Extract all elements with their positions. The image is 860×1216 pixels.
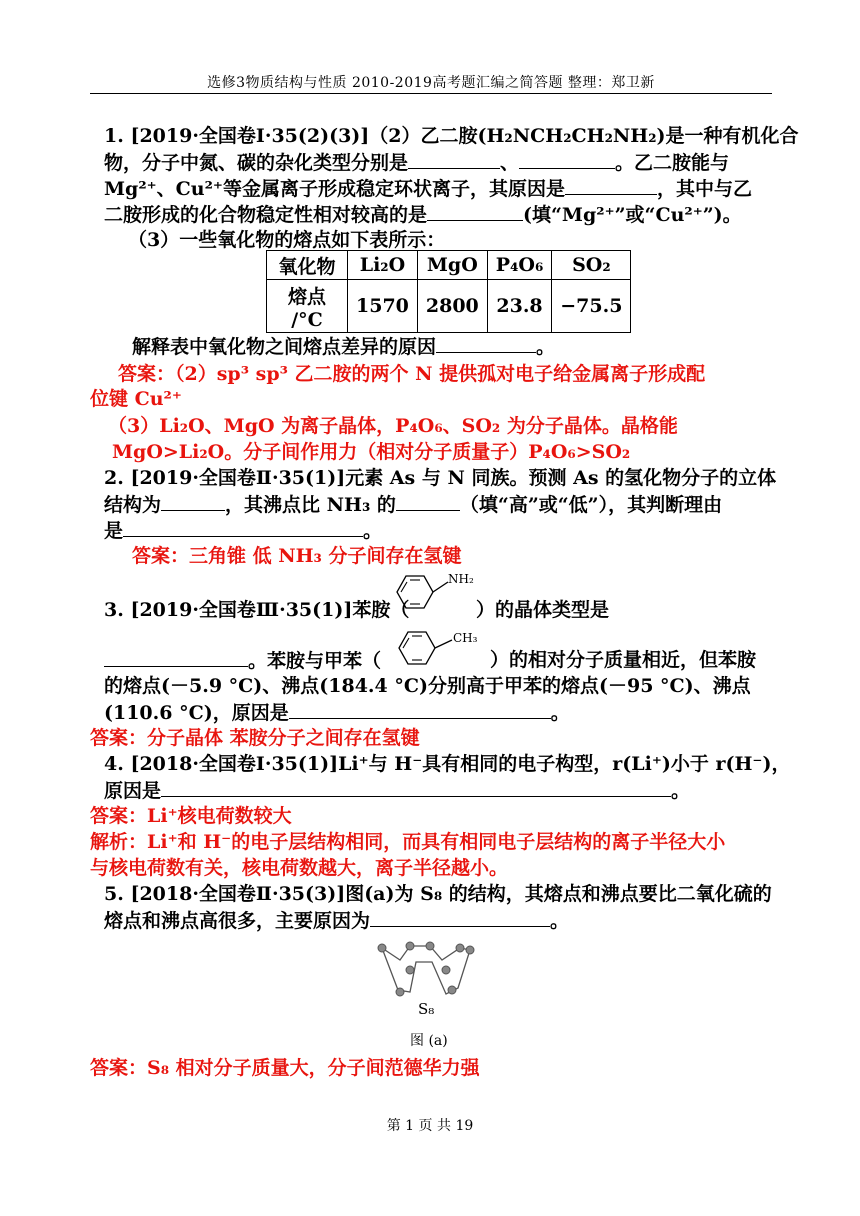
table-row <box>267 280 631 333</box>
q3-line-2: 。苯胺与甲苯（ <box>104 648 381 673</box>
q3-line-1b: ）的晶体类型是 <box>476 599 610 621</box>
q1-answer-line-3: （3）Li₂O、MgO 为离子晶体，P₄O₆、SO₂ 为分子晶体。晶格能 <box>108 415 678 437</box>
q4-line-1: 4. [2018·全国卷Ⅰ·35(1)]Li⁺与 H⁻具有相同的电子构型，r(Li⁺)小于 r(H⁻)， <box>104 753 791 775</box>
q2-line-3: 是 。 <box>104 520 383 542</box>
ch3-label: CH₃ <box>453 631 478 645</box>
table-header-row <box>267 251 631 280</box>
q2-line-2: 结构为 ，其沸点比 NH₃ 的 （填“高”或“低”），其判断理由 <box>104 494 723 516</box>
answer-blank <box>396 492 460 511</box>
table-cell: MgO <box>417 251 487 280</box>
table-cell: SO₂ <box>552 251 631 280</box>
q1-line-5: （3）一些氧化物的熔点如下表所示： <box>128 229 446 251</box>
table-cell: 23.8 <box>487 280 551 333</box>
q3-line-3: 的熔点(－5.9 °C)、沸点(184.4 °C)分别高于甲苯的熔点(－95 °C)、沸点 <box>104 675 751 697</box>
q2-line-1: 2. [2019·全国卷Ⅱ·35(1)]元素 As 与 N 同族。预测 As 的氢化物分子的立体 <box>104 467 777 489</box>
q5-line-2: 熔点和沸点高很多，主要原因为 。 <box>104 910 570 932</box>
q3-line-4: (110.6 °C)，原因是 。 <box>104 702 570 724</box>
answer-blank <box>161 492 225 511</box>
answer-blank <box>408 150 500 169</box>
q1-line-4: 二胺形成的化合物稳定性相对较高的是 (填“Mg²⁺”或“Cu²⁺”)。 <box>104 204 742 226</box>
q4-analysis-line-2: 与核电荷数有关，核电荷数越大，离子半径越小。 <box>90 857 509 879</box>
answer-blank <box>161 778 671 797</box>
answer-blank <box>289 700 551 719</box>
q1-answer-line-2: 位键 Cu²⁺ <box>90 388 182 410</box>
answer-blank <box>519 150 615 169</box>
table-cell: P₄O₆ <box>487 251 551 280</box>
answer-blank <box>123 518 363 537</box>
answer-blank <box>427 202 523 221</box>
page-header: 选修3物质结构与性质 2010-2019高考题汇编之简答题 整理：郑卫新 <box>207 75 655 91</box>
q5-answer: 答案：S₈ 相对分子质量大，分子间范德华力强 <box>90 1057 480 1079</box>
header-rule <box>90 93 772 94</box>
table-cell: 氧化物 <box>267 251 348 280</box>
q1-line-6: 解释表中氧化物之间熔点差异的原因 。 <box>132 336 556 358</box>
aniline-structure <box>378 570 478 620</box>
q2-answer: 答案：三角锥 低 NH₃ 分子间存在氢键 <box>132 545 462 567</box>
answer-blank <box>104 648 248 667</box>
answer-blank <box>565 176 657 195</box>
answer-blank <box>370 908 550 927</box>
table-cell: 2800 <box>417 280 487 333</box>
q5-line-1: 5. [2018·全国卷Ⅱ·35(3)]图(a)为 S₈ 的结构，其熔点和沸点要比二氧化硫的 <box>104 883 772 905</box>
q3-line-2b: ）的相对分子质量相近，但苯胺 <box>490 649 757 671</box>
q1-line-1: 1. [2019·全国卷Ⅰ·35(2)(3)]（2）乙二胺(H₂NCH₂CH₂NH₂)是一种有机化合 <box>104 125 799 147</box>
melting-point-table <box>266 250 631 333</box>
q1-line-3: Mg²⁺、Cu²⁺等金属离子形成稳定环状离子，其原因是 ，其中与乙 <box>104 178 752 200</box>
figure-s8-label: S₈ <box>418 1000 435 1018</box>
q3-answer: 答案：分子晶体 苯胺分子之间存在氢键 <box>90 727 420 749</box>
figure-caption: 图 (a) <box>410 1033 448 1049</box>
q1-answer-line-1: 答案：（2）sp³ sp³ 乙二胺的两个 N 提供孤对电子给金属离子形成配 <box>118 363 706 385</box>
table-cell: Li₂O <box>348 251 418 280</box>
table-cell: 1570 <box>348 280 418 333</box>
q1-answer-line-4: MgO>Li₂O。分子间作用力（相对分子质量子）P₄O₆>SO₂ <box>112 441 631 463</box>
q1-line-2: 物，分子中氮、碳的杂化类型分别是 、 。乙二胺能与 <box>104 152 730 174</box>
page-footer: 第 1 页 共 19 <box>386 1118 474 1134</box>
q4-answer: 答案：Li⁺核电荷数较大 <box>90 805 292 827</box>
toluene-structure <box>390 622 490 672</box>
table-cell: −75.5 <box>552 280 631 333</box>
q3-line-1a: 3. [2019·全国卷Ⅲ·35(1)]苯胺（ <box>104 599 410 621</box>
nh2-label: NH₂ <box>448 572 474 586</box>
answer-blank <box>436 334 536 353</box>
q4-line-2: 原因是 。 <box>104 780 691 802</box>
table-cell: 熔点 /°C <box>267 280 348 333</box>
q4-analysis-line-1: 解析：Li⁺和 H⁻的电子层结构相同，而具有相同电子层结构的离子半径大小 <box>90 831 726 853</box>
